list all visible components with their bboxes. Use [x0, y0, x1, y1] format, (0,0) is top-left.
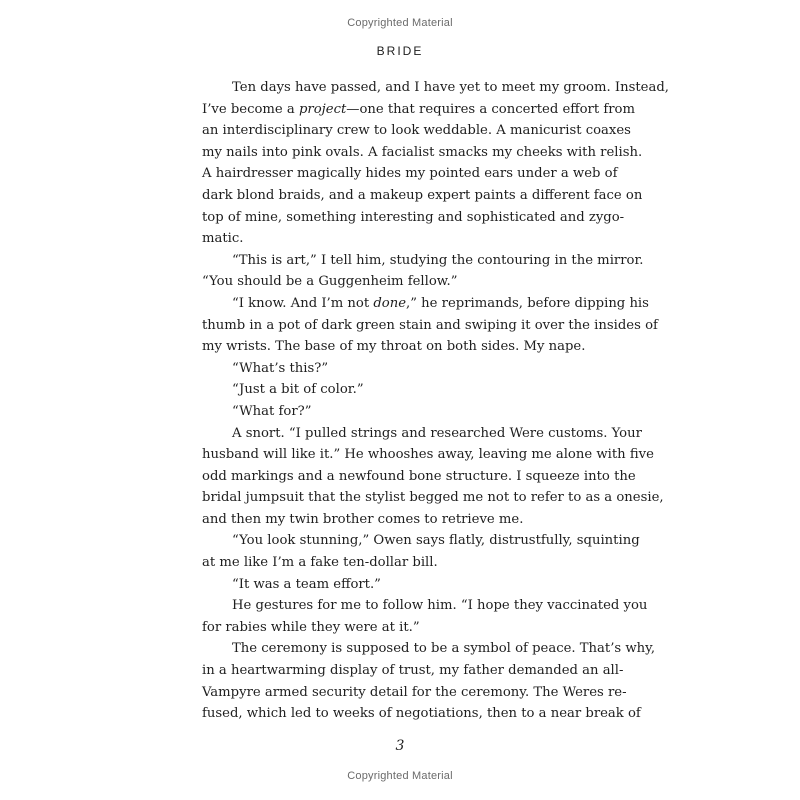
text-line: thumb in a pot of dark green stain and swiping it over the insides of [202, 317, 658, 333]
text-line: bridal jumpsuit that the stylist begged me not to refer to as a onesie, [202, 490, 664, 506]
text-line: A snort. “I pulled strings and researched Were customs. Your [232, 425, 642, 441]
running-head: BRIDE [376, 44, 424, 58]
text-line: “You look stunning,” Owen says flatly, distrustfully, squinting [232, 533, 640, 549]
text-line: an interdisciplinary crew to look weddable. A manicurist coaxes [202, 123, 631, 139]
text-line: A hairdresser magically hides my pointed ears under a web of [202, 166, 618, 182]
copyright-watermark-bottom: Copyrighted Material [347, 770, 453, 782]
text-line: odd markings and a newfound bone structure. I squeeze into the [202, 468, 636, 484]
text-line: dark blond braids, and a makeup expert paints a different face on [202, 187, 643, 203]
page-number: 3 [395, 738, 405, 754]
text-line: for rabies while they were at it.” [202, 619, 420, 635]
text-line: at me like I’m a fake ten-dollar bill. [202, 555, 438, 571]
text-line: He gestures for me to follow him. “I hope they vaccinated you [232, 598, 648, 614]
text-line: in a heartwarming display of trust, my father demanded an all- [202, 663, 624, 679]
text-line: matic. [202, 231, 244, 247]
text-line: “What’s this?” [232, 360, 329, 376]
copyright-watermark-top: Copyrighted Material [347, 17, 453, 29]
text-line: my wrists. The base of my throat on both sides. My nape. [202, 339, 586, 355]
emphasis: done [373, 295, 407, 311]
text-line: “It was a team effort.” [232, 576, 381, 592]
text-line: “This is art,” I tell him, studying the contouring in the mirror. [232, 252, 644, 268]
text-line: Vampyre armed security detail for the ceremony. The Weres re- [202, 684, 627, 700]
text-line: The ceremony is supposed to be a symbol of peace. That’s why, [232, 641, 656, 657]
text-line: fused, which led to weeks of negotiations, then to a near break of [202, 706, 641, 722]
text-line: and then my twin brother comes to retrieve me. [202, 511, 524, 527]
text-line: Ten days have passed, and I have yet to meet my groom. Instead, [232, 80, 669, 95]
text-line: husband will like it.” He whooshes away, leaving me alone with five [202, 447, 654, 463]
emphasis: project [298, 101, 347, 117]
text-line: I’ve become a project—one that requires a concerted effort from [202, 101, 635, 117]
text-line: my nails into pink ovals. A facialist smacks my cheeks with relish. [202, 144, 643, 160]
text-line: “You should be a Guggenheim fellow.” [202, 274, 458, 290]
text-line: “Just a bit of color.” [232, 382, 364, 398]
text-line: top of mine, something interesting and sophisticated and zygo- [202, 209, 625, 225]
text-line: “I know. And I’m not done,” he reprimands, before dipping his [232, 295, 649, 311]
body-text [202, 77, 669, 725]
text-line: “What for?” [232, 403, 312, 419]
